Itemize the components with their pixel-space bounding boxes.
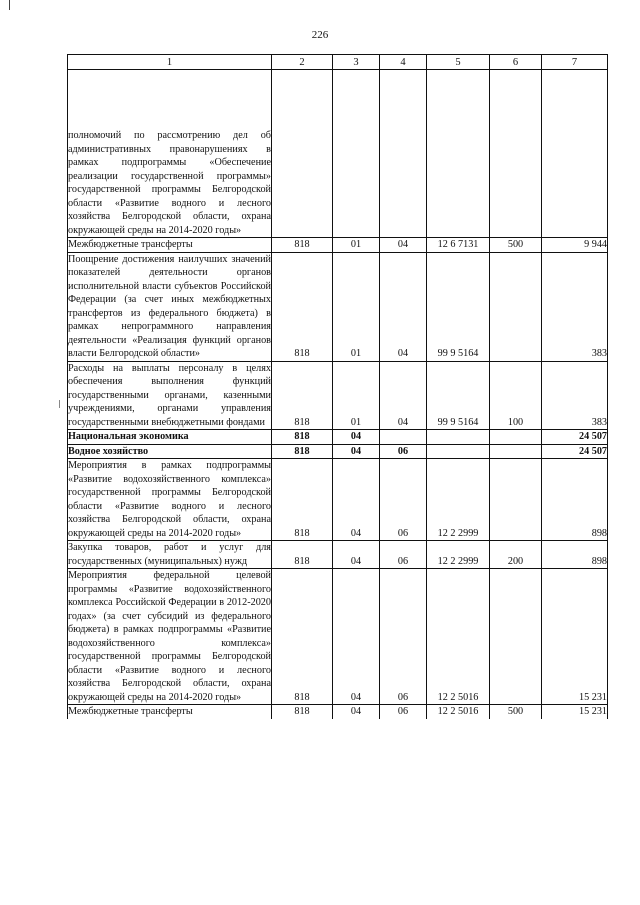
table-row	[68, 238, 608, 253]
cell-section: 04	[333, 541, 380, 569]
cell-subsection	[380, 70, 427, 238]
column-header: 7	[542, 55, 608, 70]
row-description: Межбюджетные трансферты	[68, 705, 272, 719]
cell-expense-type: 100	[490, 361, 542, 430]
table-row	[68, 361, 608, 430]
row-description: Мероприятия в рамках подпрограммы «Развитие водохозяйственного комплекса» государственной программы Белгородской области «Развитие водного и лесного хозяйства Белгородской области, охрана окружающей среды на 2014-2020 годы»	[68, 460, 271, 539]
cell-target-article: 99 9 5164	[427, 361, 490, 430]
cell-target-article	[427, 430, 490, 445]
cell-target-article: 99 9 5164	[427, 252, 490, 361]
cell-target-article	[427, 444, 490, 459]
cell-expense-type: 500	[490, 238, 542, 253]
cell-section: 04	[333, 569, 380, 705]
cell-ministry-code: 818	[272, 541, 333, 569]
page-number: 226	[311, 29, 329, 41]
cell-expense-type	[490, 459, 542, 541]
cell-subsection: 04	[380, 252, 427, 361]
cell-ministry-code: 818	[272, 430, 333, 445]
table-row	[68, 444, 608, 459]
scan-margin-mark	[59, 400, 60, 408]
table-row	[68, 569, 608, 705]
row-description: Расходы на выплаты персоналу в целях обеспечения выполнения функций государственными органами, казенными учреждениями, органами управления государственными внебюджетными фондами	[68, 362, 271, 428]
cell-subsection: 06	[380, 705, 427, 719]
table-header-row	[68, 55, 608, 70]
cell-expense-type: 200	[490, 541, 542, 569]
cell-ministry-code: 818	[272, 444, 333, 459]
cell-amount: 15 231	[542, 705, 608, 719]
cell-section: 01	[333, 361, 380, 430]
table-row	[68, 430, 608, 445]
column-header: 4	[380, 55, 427, 70]
cell-section: 04	[333, 705, 380, 719]
cell-amount: 383	[542, 252, 608, 361]
row-description: Национальная экономика	[68, 430, 272, 445]
column-header: 1	[68, 55, 272, 70]
cell-expense-type	[490, 70, 542, 238]
cell-expense-type	[490, 430, 542, 445]
cell-amount: 15 231	[542, 569, 608, 705]
table-row	[68, 541, 608, 569]
column-header: 3	[333, 55, 380, 70]
row-description: полномочий по рассмотрению дел об административных правонарушениях в рамках подпрограммы «Обеспечение реализации государственной программы» государственной программы Белгородской области «Развитие водного и лесного хозяйства Белгородской области, охрана окружающей среды на 2014-2020 годы»	[68, 70, 272, 238]
cell-target-article: 12 2 2999	[427, 459, 490, 541]
cell-expense-type	[490, 252, 542, 361]
cell-section: 04	[333, 459, 380, 541]
cell-ministry-code: 818	[272, 459, 333, 541]
cell-amount: 898	[542, 459, 608, 541]
cell-target-article: 12 2 2999	[427, 541, 490, 569]
cell-target-article: 12 6 7131	[427, 238, 490, 253]
cell-expense-type	[490, 444, 542, 459]
cell-subsection: 06	[380, 541, 427, 569]
table-row	[68, 705, 608, 719]
cell-expense-type: 500	[490, 705, 542, 719]
cell-amount: 898	[542, 541, 608, 569]
column-header: 5	[427, 55, 490, 70]
cell-amount: 9 944	[542, 238, 608, 253]
cell-subsection: 06	[380, 459, 427, 541]
cell-section: 04	[333, 430, 380, 445]
budget-table	[67, 54, 608, 719]
cell-ministry-code: 818	[272, 361, 333, 430]
cell-ministry-code: 818	[272, 705, 333, 719]
row-description: Поощрение достижения наилучших значений показателей деятельности органов исполнительной власти субъектов Российской Федерации (за счет иных межбюджетных трансфертов из федерального бюджета) в рамках непрограммного направления деятельности «Реализация функций органов власти Белгородской области»	[68, 253, 271, 359]
cell-amount: 24 507	[542, 430, 608, 445]
cell-section: 01	[333, 252, 380, 361]
table-row	[68, 70, 608, 238]
cell-ministry-code	[272, 70, 333, 238]
column-header: 2	[272, 55, 333, 70]
cell-amount	[542, 70, 608, 238]
row-description: Водное хозяйство	[68, 444, 272, 459]
cell-ministry-code: 818	[272, 238, 333, 253]
cell-ministry-code: 818	[272, 252, 333, 361]
cell-subsection: 06	[380, 444, 427, 459]
cell-section: 01	[333, 238, 380, 253]
row-description: Межбюджетные трансферты	[68, 238, 272, 253]
cell-subsection	[380, 430, 427, 445]
row-description: Закупка товаров, работ и услуг для государственных (муниципальных) нужд	[68, 542, 271, 567]
table-row	[68, 252, 608, 361]
row-description: Мероприятия федеральной целевой программы «Развитие водохозяйственного комплекса Российской Федерации в 2012-2020 годах» (за счет субсидий из федерального бюджета) в рамках подпрограммы «Развитие водохозяйственного комплекса» государственной программы Белгородской области «Развитие водного и лесного хозяйства Белгородской области, охрана окружающей среды на 2014-2020 годы»	[68, 570, 271, 703]
cell-subsection: 04	[380, 238, 427, 253]
scan-edge-mark	[9, 0, 10, 10]
table-row	[68, 459, 608, 541]
column-header: 6	[490, 55, 542, 70]
cell-section: 04	[333, 444, 380, 459]
cell-target-article: 12 2 5016	[427, 705, 490, 719]
cell-ministry-code: 818	[272, 569, 333, 705]
cell-section	[333, 70, 380, 238]
cell-subsection: 06	[380, 569, 427, 705]
cell-target-article: 12 2 5016	[427, 569, 490, 705]
cell-subsection: 04	[380, 361, 427, 430]
cell-target-article	[427, 70, 490, 238]
cell-amount: 24 507	[542, 444, 608, 459]
cell-expense-type	[490, 569, 542, 705]
cell-amount: 383	[542, 361, 608, 430]
